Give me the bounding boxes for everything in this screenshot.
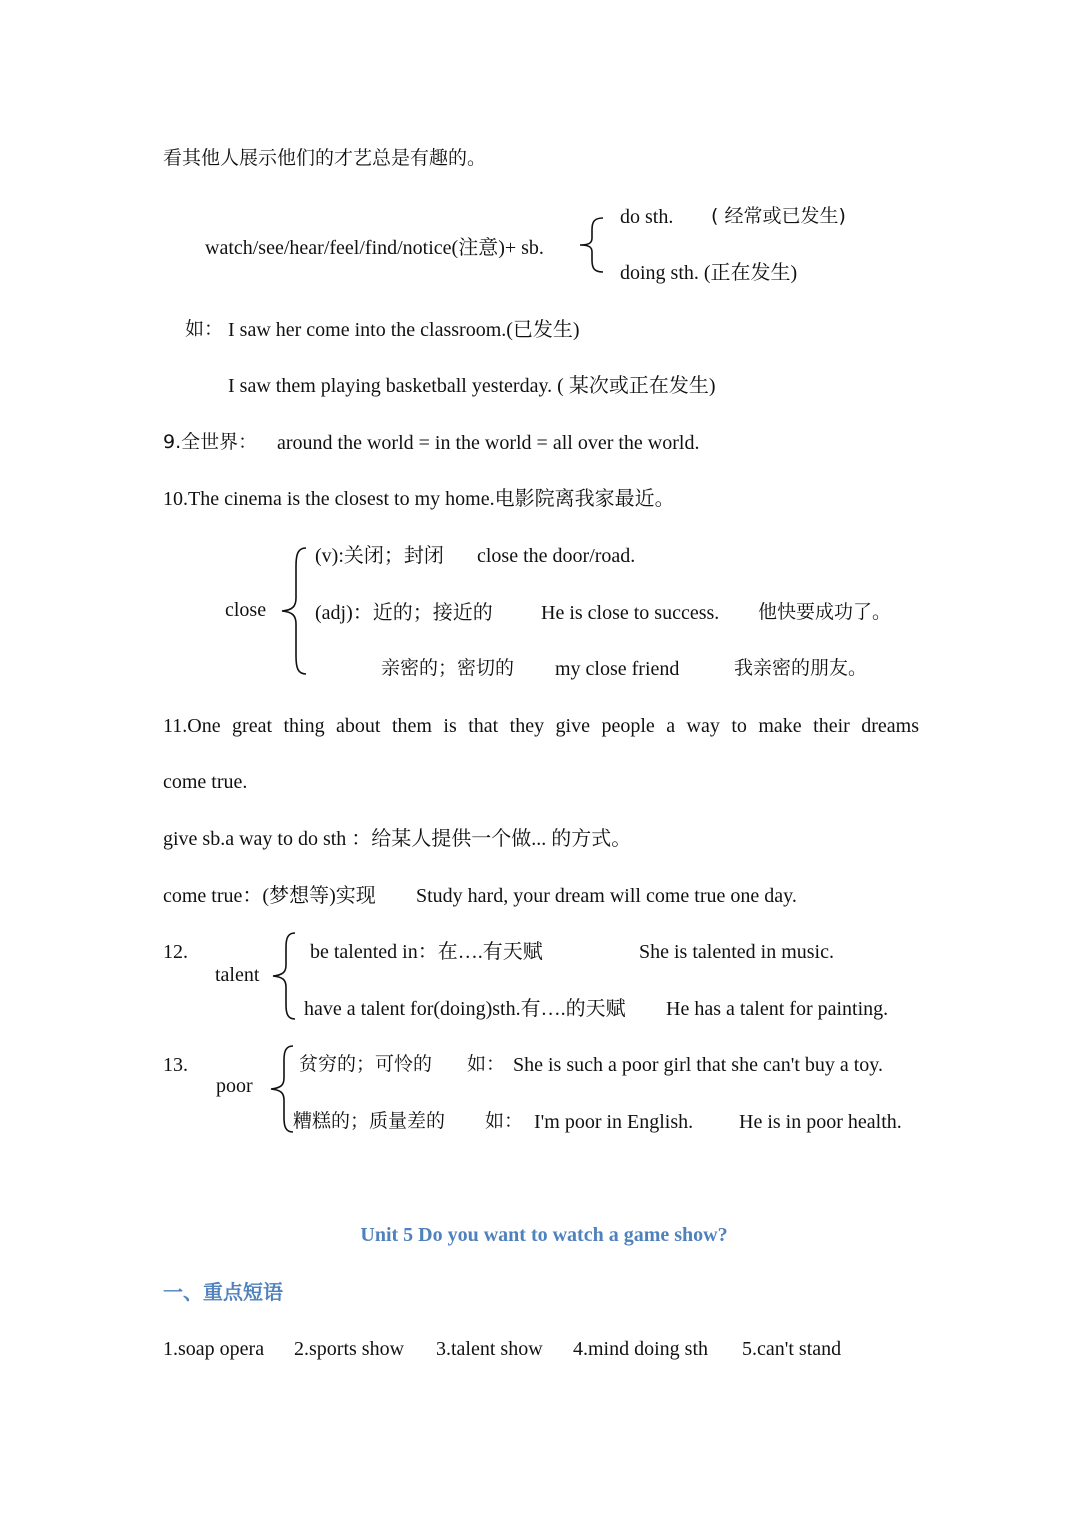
close-adj-example: He is close to success. bbox=[541, 602, 720, 624]
talent-in-example: She is talented in music. bbox=[639, 941, 834, 963]
example-2: I saw them playing basketball yesterday. ( 某次或正在发生) bbox=[228, 375, 716, 397]
close-verb: (v):关闭；封闭 bbox=[315, 545, 444, 567]
item13-number: 13. bbox=[163, 1054, 188, 1076]
watch-lead: watch/see/hear/feel/find/notice(注意)+ sb. bbox=[205, 237, 544, 259]
close-word: close bbox=[225, 599, 267, 621]
close-intimate-translation: 我亲密的朋友。 bbox=[734, 657, 868, 679]
item9-text: around the world = in the world = all over the world. bbox=[277, 432, 700, 454]
item11-line1: 11.One great thing about them is that they give people a way to make their dreams bbox=[163, 715, 919, 737]
unit-title: Unit 5 Do you want to watch a game show? bbox=[360, 1224, 728, 1246]
poor-sense-1: 贫穷的；可怜的 bbox=[299, 1053, 433, 1075]
close-verb-example: close the door/road. bbox=[477, 545, 636, 567]
close-adj: (adj)：近的；接近的 bbox=[315, 602, 493, 624]
talent-word: talent bbox=[215, 964, 260, 986]
section-heading: 一、重点短语 bbox=[163, 1280, 283, 1304]
poor-sense-2: 糟糕的；质量差的 bbox=[293, 1110, 446, 1132]
poor-sense-1-label: 如： bbox=[467, 1053, 506, 1075]
watch-brace bbox=[572, 216, 608, 274]
come-true-phrase: come true：(梦想等)实现 bbox=[163, 885, 376, 907]
example-label: 如： bbox=[185, 318, 224, 340]
watch-doing: doing sth. (正在发生) bbox=[620, 262, 798, 284]
watch-do: do sth. bbox=[620, 206, 674, 228]
give-phrase: give sb.a way to do sth ：给某人提供一个做... 的方式。 bbox=[163, 828, 632, 850]
item12-number: 12. bbox=[163, 941, 188, 963]
talent-brace bbox=[268, 931, 300, 1023]
intro-sentence: 看其他人展示他们的才艺总是有趣的。 bbox=[163, 147, 487, 169]
close-adj-translation: 他快要成功了。 bbox=[758, 601, 892, 623]
talent-for: have a talent for(doing)sth.有….的天赋 bbox=[304, 998, 626, 1020]
close-intimate: 亲密的；密切的 bbox=[381, 657, 515, 679]
poor-sense-2-label: 如： bbox=[485, 1110, 524, 1132]
example-1: I saw her come into the classroom.(已发生) bbox=[228, 319, 580, 341]
item10-text: 10.The cinema is the closest to my home.电影院离我家最近。 bbox=[163, 488, 675, 510]
close-brace bbox=[276, 546, 310, 676]
phrase-item: 2.sports show bbox=[294, 1338, 405, 1360]
phrase-item: 4.mind doing sth bbox=[573, 1338, 709, 1360]
poor-sense-1-example: She is such a poor girl that she can't buy a toy. bbox=[513, 1054, 884, 1076]
poor-sense-2-example-1: I'm poor in English. bbox=[534, 1111, 694, 1133]
phrase-item: 3.talent show bbox=[436, 1338, 543, 1360]
talent-for-example: He has a talent for painting. bbox=[666, 998, 889, 1020]
phrase-item: 5.can't stand bbox=[742, 1338, 842, 1360]
close-intimate-example: my close friend bbox=[555, 658, 680, 680]
poor-word: poor bbox=[216, 1075, 253, 1097]
come-true-example: Study hard, your dream will come true one day. bbox=[416, 885, 797, 907]
phrase-item: 1.soap opera bbox=[163, 1338, 265, 1360]
talent-in: be talented in：在….有天赋 bbox=[310, 941, 543, 963]
watch-do-note: ( 经常或已发生) bbox=[711, 205, 846, 227]
poor-sense-2-example-2: He is in poor health. bbox=[739, 1111, 902, 1133]
item11-line2: come true. bbox=[163, 771, 248, 793]
item9-label: 9.全世界： bbox=[163, 431, 258, 453]
